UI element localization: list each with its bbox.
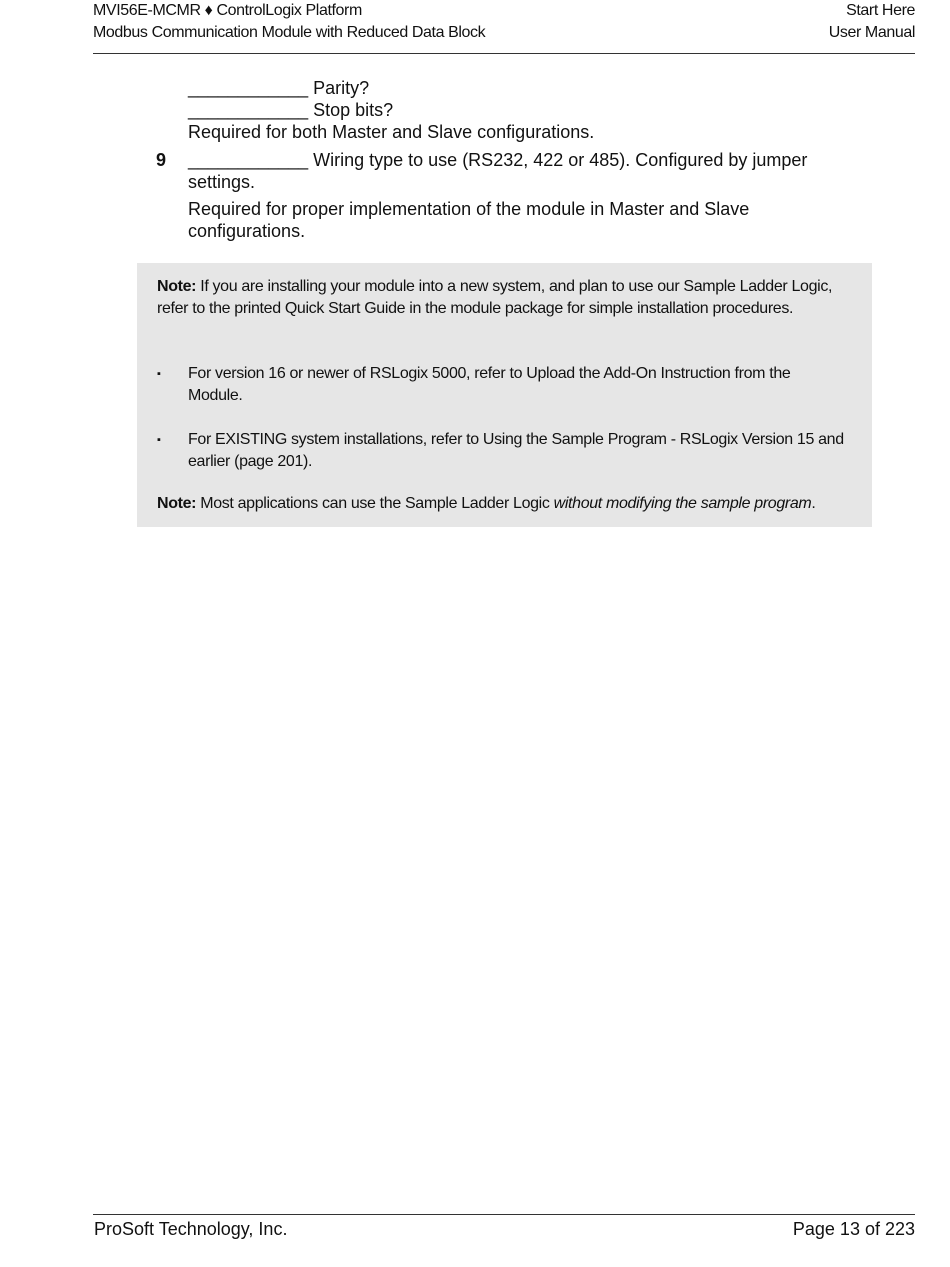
required-both-line: Required for both Master and Slave configurations. [188,122,595,142]
note-sample-text: Most applications can use the Sample Ladder Logic [196,495,554,512]
note-sample-end: . [811,495,816,512]
header-document-type: User Manual [828,24,915,41]
bullet-item-rslogix16: For version 16 or newer of RSLogix 5000, refer to Upload the Add-On Instruction from the Module. [188,365,791,404]
bullet-icon: ▪ [157,434,161,446]
note-sample-emphasis: without modifying the sample program [553,495,812,512]
note-sample-ladder [157,493,837,515]
item-number: 9 [156,150,167,170]
stop-bits-line: ____________ Stop bits? [188,100,394,120]
note-box [137,263,872,527]
note-label: Note: [157,278,197,295]
bullet-icon: ▪ [157,368,161,380]
required-implementation-line: Required for proper implementation of the module in Master and Slave configurations. [188,199,750,241]
page-footer [93,1214,915,1239]
footer-page-number: Page 13 of 223 [792,1219,915,1239]
bullet-item-existing-systems: For EXISTING system installations, refer to Using the Sample Program - RSLogix Version 15 and earlier (page 201). [188,431,844,470]
page-header [93,0,915,54]
header-left [93,0,485,44]
note-installation [157,276,837,320]
header-module-title: Modbus Communication Module with Reduced Data Block [93,24,486,41]
footer-company: ProSoft Technology, Inc. [94,1219,288,1239]
parity-line: ____________ Parity? [188,78,370,98]
wiring-type-line: ____________ Wiring type to use (RS232, 422 or 485). Configured by jumper settings. [188,150,808,192]
header-right [829,0,915,44]
note-installation-text: If you are installing your module into a new system, and plan to use our Sample Ladder Logic, refer to the printed Quick Start Guide in the module package for simple installation procedures. [157,278,833,317]
header-section-title: Start Here [846,2,915,19]
note-label: Note: [157,495,197,512]
header-product-title: MVI56E-MCMR ♦ ControlLogix Platform [93,2,362,19]
